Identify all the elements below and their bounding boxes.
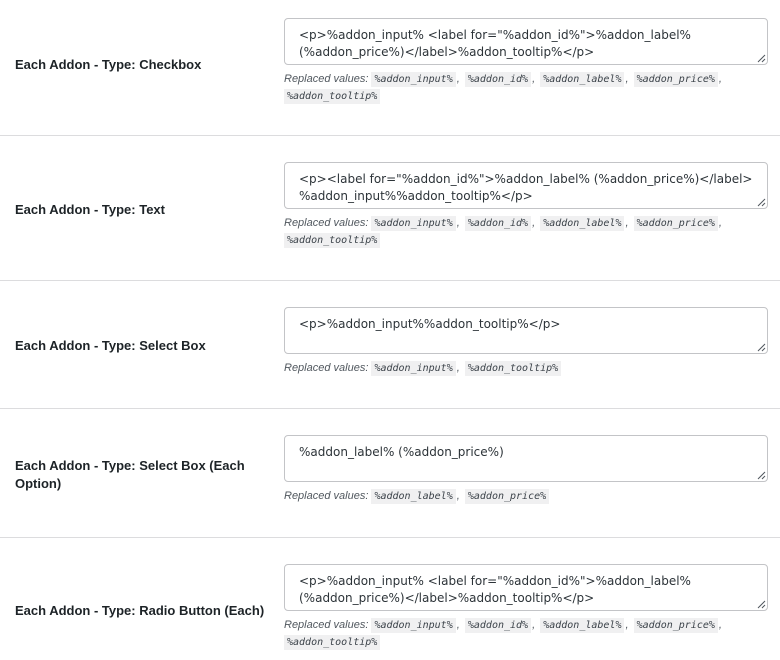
replaced-values-note: Replaced values: %addon_label% , %addon_price% (284, 488, 768, 505)
replaced-values-note: Replaced values: %addon_input% , %addon_id% , %addon_label% , %addon_price% , %addon_tooltip% (284, 619, 722, 648)
setting-label: Each Addon - Type: Radio Button (Each) (15, 603, 265, 618)
placeholder-token: %addon_tooltip% (284, 89, 380, 104)
setting-row-select-box (0, 281, 780, 409)
placeholder-token: %addon_tooltip% (465, 361, 561, 376)
placeholder-token: %addon_input% (371, 361, 455, 376)
placeholder-token: %addon_label% (371, 489, 455, 504)
resize-handle-icon[interactable] (757, 600, 766, 609)
placeholder-token: %addon_label% (540, 618, 624, 633)
placeholder-token: %addon_price% (465, 489, 549, 504)
placeholder-token: %addon_label% (540, 216, 624, 231)
replaced-values-prefix: Replaced values: (284, 217, 369, 229)
replaced-values-prefix: Replaced values: (284, 362, 369, 374)
replaced-values-prefix: Replaced values: (284, 619, 369, 631)
setting-field (284, 18, 768, 105)
placeholder-token: %addon_input% (371, 72, 455, 87)
replaced-values-note: Replaced values: %addon_input% , %addon_tooltip% (284, 360, 768, 377)
placeholder-token: %addon_tooltip% (284, 635, 380, 650)
setting-row-select-box-option (0, 409, 780, 538)
resize-handle-icon[interactable] (757, 343, 766, 352)
setting-label: Each Addon - Type: Select Box (15, 338, 206, 353)
template-textarea[interactable]: <p><label for="%addon_id%">%addon_label% (%addon_price%)</label> %addon_input%%addon_tooltip%</p> (284, 162, 768, 209)
setting-field (284, 307, 768, 377)
replaced-values-prefix: Replaced values: (284, 490, 369, 502)
setting-row-radio-button (0, 538, 780, 660)
replaced-values-note: Replaced values: %addon_input% , %addon_id% , %addon_label% , %addon_price% , %addon_tooltip% (284, 73, 722, 102)
placeholder-token: %addon_price% (634, 618, 718, 633)
setting-row-checkbox (0, 0, 780, 136)
placeholder-token: %addon_id% (465, 72, 531, 87)
setting-field (284, 435, 768, 505)
placeholder-token: %addon_id% (465, 216, 531, 231)
setting-label: Each Addon - Type: Select Box (Each Option) (15, 458, 245, 491)
setting-field (284, 162, 768, 249)
placeholder-token: %addon_price% (634, 216, 718, 231)
replaced-values-note: Replaced values: %addon_input% , %addon_id% , %addon_label% , %addon_price% , %addon_tooltip% (284, 217, 722, 246)
replaced-values-prefix: Replaced values: (284, 73, 369, 85)
setting-field (284, 564, 768, 651)
setting-label: Each Addon - Type: Text (15, 202, 165, 217)
placeholder-token: %addon_tooltip% (284, 233, 380, 248)
placeholder-token: %addon_id% (465, 618, 531, 633)
resize-handle-icon[interactable] (757, 471, 766, 480)
resize-handle-icon[interactable] (757, 54, 766, 63)
placeholder-token: %addon_input% (371, 216, 455, 231)
placeholder-token: %addon_price% (634, 72, 718, 87)
placeholder-token: %addon_input% (371, 618, 455, 633)
placeholder-token: %addon_label% (540, 72, 624, 87)
template-textarea[interactable]: <p>%addon_input% <label for="%addon_id%">%addon_label% (%addon_price%)</label>%addon_tooltip%</p> (284, 564, 768, 611)
setting-row-text (0, 136, 780, 281)
resize-handle-icon[interactable] (757, 198, 766, 207)
template-textarea[interactable]: <p>%addon_input% <label for="%addon_id%">%addon_label% (%addon_price%)</label>%addon_tooltip%</p> (284, 18, 768, 65)
setting-label: Each Addon - Type: Checkbox (15, 57, 202, 72)
template-textarea[interactable]: <p>%addon_input%%addon_tooltip%</p> (284, 307, 768, 354)
template-textarea[interactable]: %addon_label% (%addon_price%) (284, 435, 768, 482)
